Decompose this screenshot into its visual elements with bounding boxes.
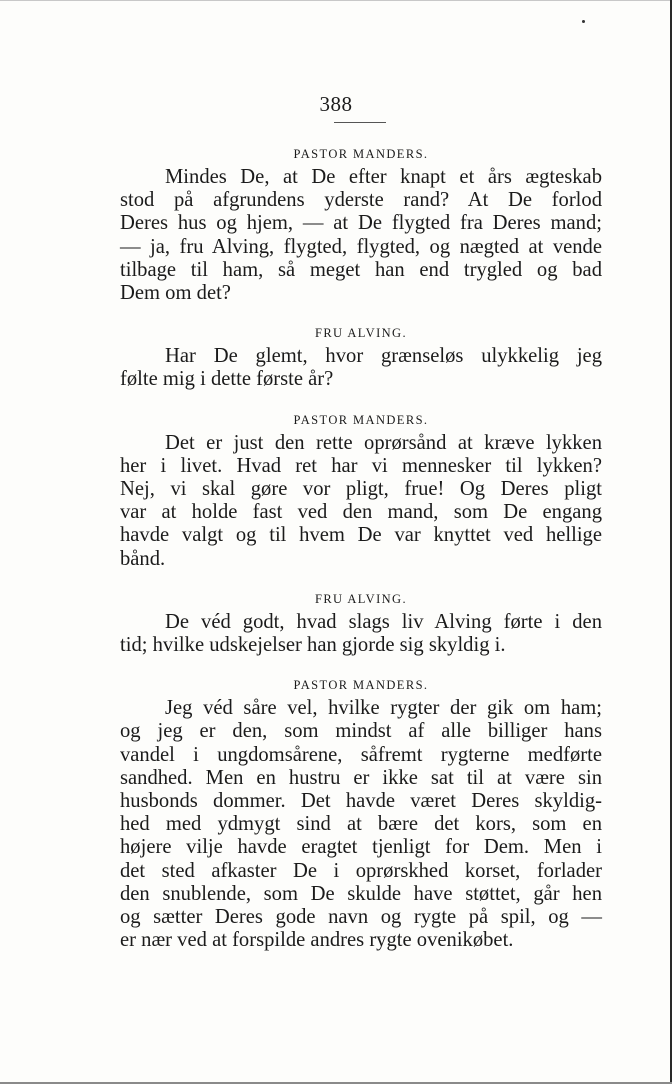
speech-line: stod på afgrundens yderste rand? At De forlod — [120, 189, 602, 212]
speech-line: Deres hus og hjem, — at De flygted fra Deres mand; — [120, 212, 602, 235]
speaker-heading: FRU ALVING. — [314, 591, 408, 606]
speech-line: havde valgt og til hvem De var knyttet ved hellige — [120, 524, 602, 547]
speech-line: hed med ydmygt sind at bære det kors, som en — [120, 813, 602, 836]
speech-line: den snublende, som De skulde have støttet, går hen — [120, 882, 602, 905]
speech-line: følte mig i dette første år? — [120, 368, 334, 391]
speech-line: her i livet. Hvad ret har vi mennesker til lykken? — [120, 454, 602, 477]
speaker-heading: PASTOR MANDERS. — [293, 678, 429, 693]
page-number: 388 — [319, 92, 353, 116]
speech-line: Nej, vi skal gøre vor pligt, frue! Og Deres pligt — [120, 478, 602, 501]
speech-line: Jeg véd såre vel, hvilke rygter der gik om ham; — [165, 697, 602, 720]
speech-line: højere vilje havde eragtet tjenligt for Dem. Men i — [120, 836, 602, 859]
speech-line: Mindes De, at De efter knapt et års ægteskab — [165, 166, 602, 188]
speech-line: De véd godt, hvad slags liv Alving førte i den — [165, 610, 602, 633]
speech-line: er nær ved at forspilde andres rygte ovenikøbet. — [120, 929, 514, 952]
speaker-heading: FRU ALVING. — [314, 326, 408, 341]
speech-line: og sætter Deres gode navn og rygte på spil, og — — [120, 906, 602, 929]
speech-paragraph — [120, 611, 602, 657]
speech-line: tid; hvilke udskejelser han gjorde sig skyldig i. — [120, 634, 506, 657]
speaker-heading: PASTOR MANDERS. — [293, 147, 429, 161]
speech-paragraph — [120, 345, 602, 391]
speech-line: Har De glemt, hvor grænseløs ulykkelig jeg — [165, 345, 602, 368]
speech-line: tilbage til ham, så meget han end trygled og bad — [120, 258, 602, 281]
speech-line: var at holde fast ved den mand, som De engang — [120, 501, 602, 524]
speech-paragraph — [120, 432, 602, 571]
speech-line: og jeg er den, som mindst af alle billiger hans — [120, 720, 602, 743]
speech-line: sandhed. Men en hustru er ikke sat til at være sin — [120, 766, 602, 789]
speaker-heading: PASTOR MANDERS. — [293, 412, 429, 427]
dialogue-text — [120, 145, 602, 952]
speech-line: husbonds dommer. Det havde været Deres skyldig- — [120, 790, 602, 813]
page-number-rule — [334, 122, 386, 123]
speech-paragraph — [120, 166, 602, 305]
print-speck — [582, 20, 585, 23]
speech-line: Dem om det? — [120, 282, 231, 305]
page-top-edge — [0, 0, 672, 1]
speech-line: — ja, fru Alving, flygted, flygted, og nægted at vende — [120, 235, 602, 258]
speech-paragraph — [120, 697, 602, 952]
speech-line: Det er just den rette oprørsånd at kræve lykken — [165, 431, 602, 454]
speech-line: det sted afkaster De i oprørskhed korset, forlader — [120, 859, 602, 882]
speech-line: vandel i ungdomsårene, såfremt rygterne medførte — [120, 743, 602, 766]
speech-line: bånd. — [120, 547, 166, 570]
